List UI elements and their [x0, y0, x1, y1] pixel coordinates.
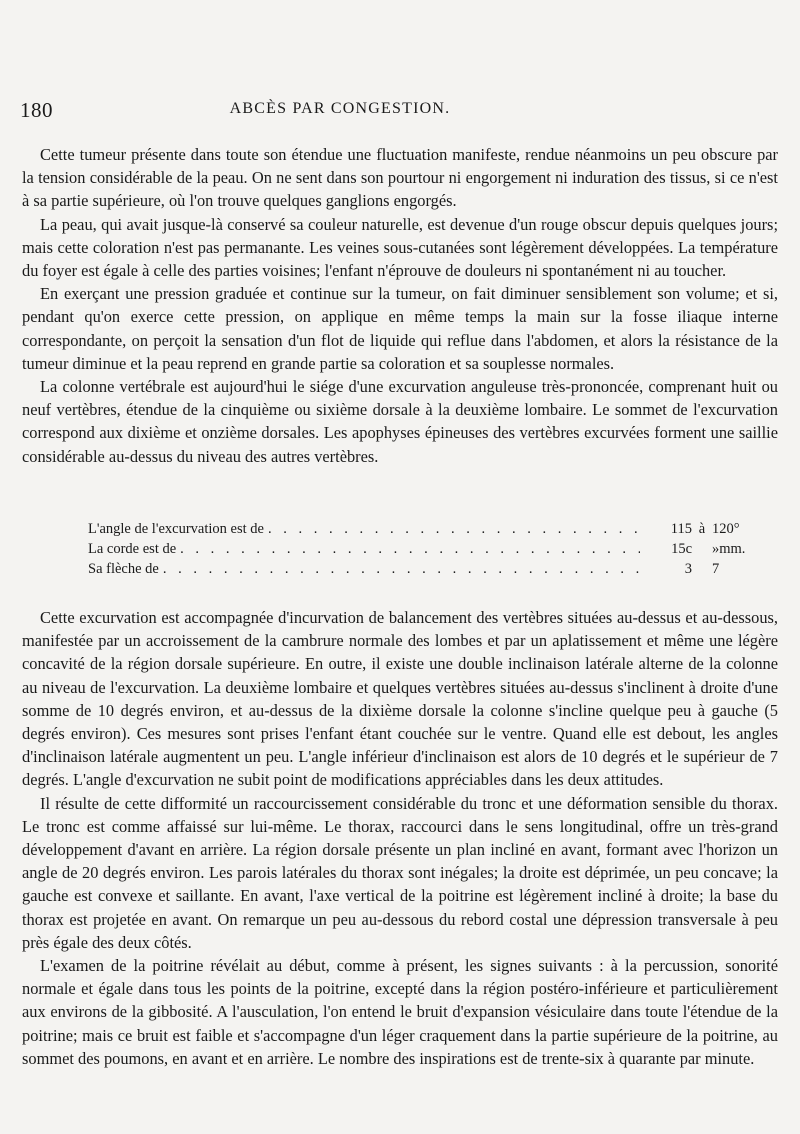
measurement-table	[88, 519, 768, 579]
paragraph: Cette tumeur présente dans toute son étendue une fluctuation manifeste, rendue néanmoins un peu obscure par la tension considérable de la peau. On ne sent dans son pourtour ni engorgement ni induration des tissus, si ce n'est à sa partie supérieure, où l'on trouve quelques ganglions engorgés.	[22, 145, 778, 211]
page-number: 180	[20, 98, 53, 122]
leader-dots	[180, 539, 640, 559]
page-header	[20, 98, 780, 124]
paragraph: En exerçant une pression graduée et continue sur la tumeur, on fait diminuer sensiblement son volume; et si, pendant qu'on exerce cette pression, on applique en même temps la main sur la fosse iliaque interne correspondante, on perçoit la sensation d'un flot de liquide qui reflue dans l'abdomen, et alors la résistance de la tumeur diminue et la peau reprend en grande partie sa coloration et sa souplesse normales.	[22, 284, 778, 373]
measurement-label: Sa flèche de	[88, 561, 159, 577]
running-title: ABCÈS PAR CONGESTION.	[229, 100, 451, 117]
measurement-row	[88, 539, 768, 559]
paragraph: Il résulte de cette difformité un raccourcissement considérable du tronc et une déformation sensible du thorax. Le tronc est comme affaissé sur lui-même. Le thorax, raccourci dans le sens longitudinal, offre un très-grand développement d'avant en arrière. La région dorsale présente un plan incliné en avant, formant avec l'horizon un angle de 20 degrés environ. Les parois latérales du thorax sont inégales; la droite est déprimée, un peu concave; la gauche est convexe et saillante. En avant, l'axe vertical de la poitrine est légèrement incliné à droite; la base du thorax est projetée en avant. On remarque un peu au-dessous du rebord costal une dépression transversale à peu près égale des deux côtés.	[22, 793, 778, 952]
measurement-label: La corde est de	[88, 541, 177, 557]
leader-dots	[268, 519, 640, 539]
measurement-row	[88, 559, 768, 579]
leader-dots	[163, 559, 640, 579]
paragraph: L'examen de la poitrine révélait au début, comme à présent, les signes suivants : à la percussion, sonorité normale et égale dans tous les points de la poitrine, excepté dans la région postéro-inférieure et particulièrement aux environs de la gibbosité. A l'ausculation, l'on entend le bruit d'expansion vésiculaire dans toute l'étendue de la poitrine; mais ce bruit est faible et s'accompagne d'un léger craquement dans la partie supérieure de la poitrine, au sommet des poumons, en avant et en arrière. Le nombre des inspirations est de trente-six à quarante par minute.	[22, 956, 778, 1068]
measurement-value: »mm.	[712, 541, 746, 557]
measurement-value: 3	[684, 561, 692, 577]
paragraph: Cette excurvation est accompagnée d'incurvation de balancement des vertèbres situées au-dessus et au-dessous, manifestée par un accroissement de la cambrure normale des lombes et par un aplatissement et même une légère concavité de la région dorsale supérieure. En outre, il existe une double inclinaison latérale alterne de la colonne au niveau de l'excurvation. La deuxième lombaire et quelques vertèbres situées au-dessus s'inclinent à droite d'une somme de 10 degrés environ, et au-dessus de la dixième dorsale la colonne s'incline quelque peu à gauche (5 degrés environ). Ces mesures sont prises l'enfant étant couchée sur le ventre. Quand elle est debout, les angles d'inclinaison latérale augmentent un peu. L'angle inférieur d'inclinaison est alors de 10 degrés et le supérieur de 7 degrés. L'angle d'excurvation ne subit point de modifications appréciables dans les deux attitudes.	[22, 608, 778, 790]
text-block-bottom	[22, 606, 778, 1070]
measurement-value: 15c	[671, 541, 692, 557]
paragraph: La colonne vertébrale est aujourd'hui le siége d'une excurvation anguleuse très-prononcée, comprenant huit ou neuf vertèbres, étendue de la cinquième ou sixième dorsale à la deuxième lombaire. Le sommet de l'excurvation correspond aux dixième et onzième dorsales. Les apophyses épineuses des vertèbres excurvées forment une saillie considérable au-dessus du niveau des autres vertèbres.	[22, 377, 778, 466]
measurement-row	[88, 519, 768, 539]
measurement-separator: à	[698, 521, 706, 537]
measurement-value: 120°	[712, 521, 740, 537]
measurement-value: 7	[712, 561, 720, 577]
text-block-top	[22, 143, 778, 468]
measurement-value: 115	[670, 521, 692, 537]
paragraph: La peau, qui avait jusque-là conservé sa couleur naturelle, est devenue d'un rouge obscur depuis quelques jours; mais cette coloration n'est pas permanante. Les veines sous-cutanées sont légèrement développées. La température du foyer est égale à celle des parties voisines; l'enfant n'éprouve de douleurs ni spontanément ni au toucher.	[22, 214, 778, 281]
measurement-label: L'angle de l'excurvation est de	[88, 521, 264, 537]
